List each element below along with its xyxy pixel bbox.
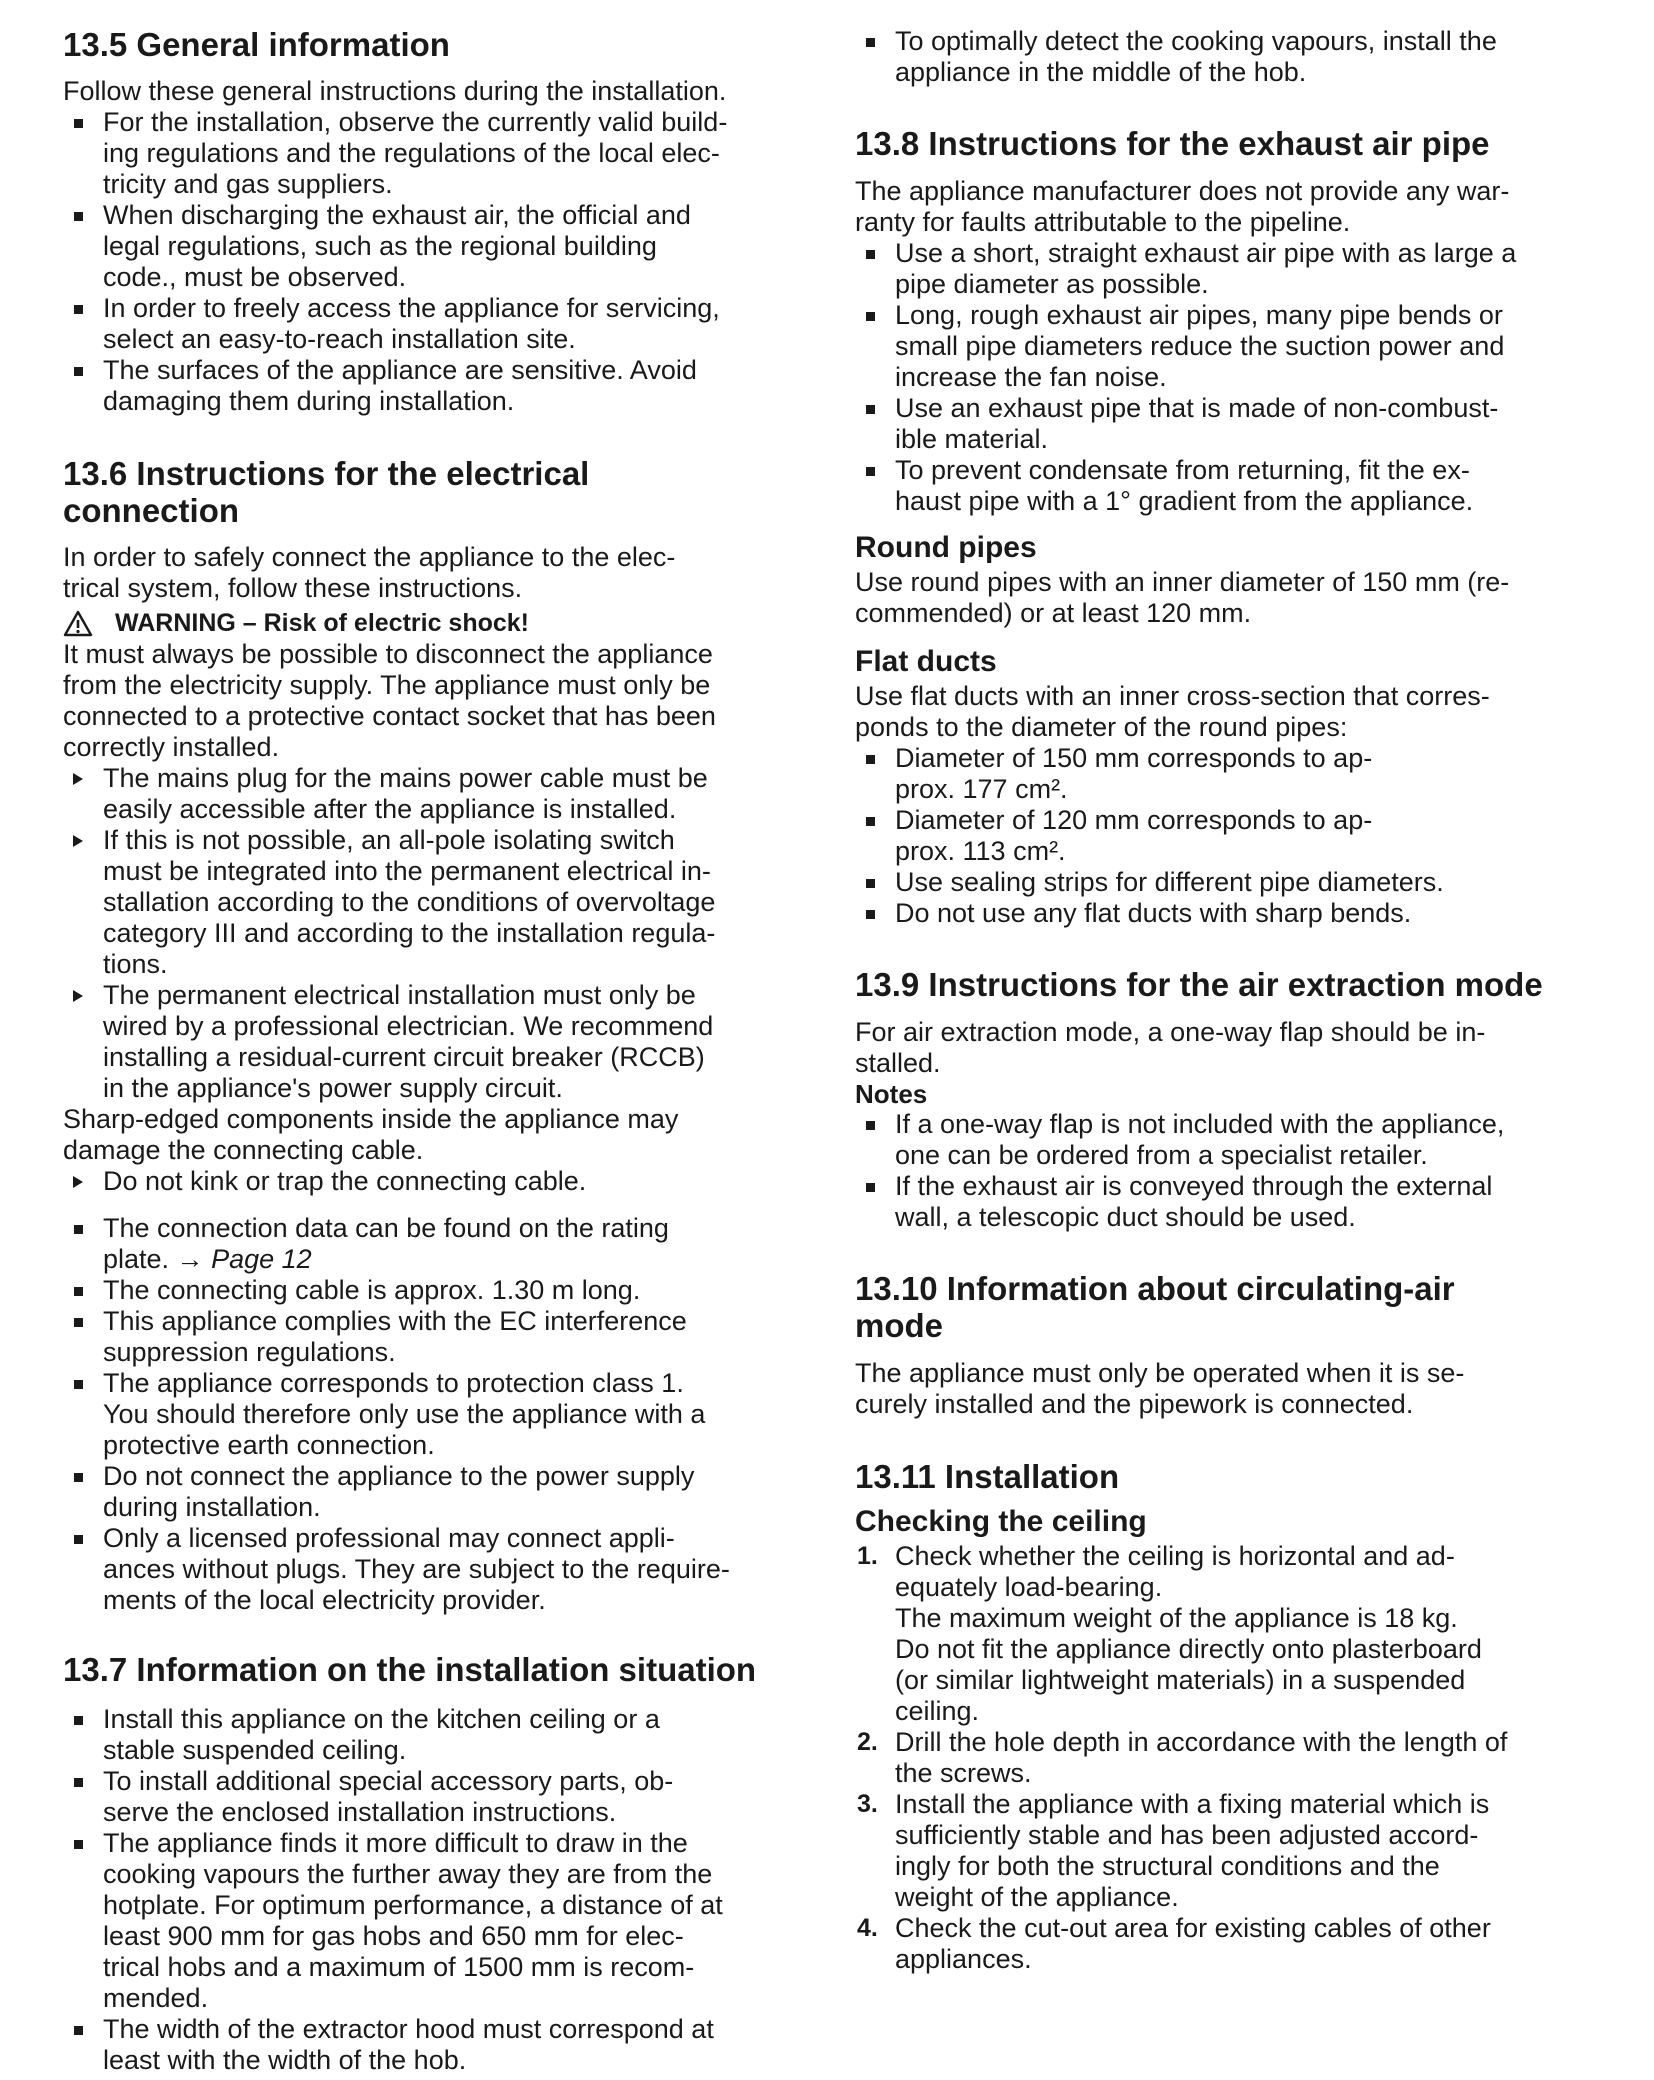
list-item: Diameter of 120 mm corresponds to ap- prox. 113 cm². bbox=[855, 805, 1575, 867]
list-item: The appliance finds it more difficult to draw in the cooking vapours the further away they are from the hotplate. For optimum performance, a distance of at least 900 mm for gas hobs and 650 mm for elec- trical hobs and a maximum of 1500 mm is recom- mended. bbox=[63, 1828, 783, 2014]
list-item: Do not use any flat ducts with sharp bends. bbox=[855, 898, 1575, 929]
section-title: 13.6 Instructions for the electrical connection bbox=[63, 455, 590, 529]
subsection-title-round-pipes: Round pipes bbox=[855, 531, 1037, 564]
instruction-step: Do not kink or trap the connecting cable. bbox=[63, 1166, 783, 1197]
list-item: In order to freely access the appliance for servicing, select an easy-to-reach installation site. bbox=[63, 293, 783, 355]
section-title: 13.9 Instructions for the air extraction mode bbox=[855, 966, 1543, 1003]
list-item: If the exhaust air is conveyed through the external wall, a telescopic duct should be used. bbox=[855, 1171, 1575, 1233]
right-column bbox=[855, 26, 1575, 1975]
section-title: 13.5 General information bbox=[63, 26, 450, 63]
list-item: When discharging the exhaust air, the official and legal regulations, such as the regional building code., must be observed. bbox=[63, 200, 783, 293]
list-item: This appliance complies with the EC interference suppression regulations. bbox=[63, 1306, 783, 1368]
section-13-8 bbox=[855, 125, 1575, 929]
subsection-title-flat-ducts: Flat ducts bbox=[855, 645, 997, 678]
numbered-step: 1. Check whether the ceiling is horizontal and ad- equately load-bearing. The maximum weight of the appliance is 18 kg. Do not fit the appliance directly onto plasterboard (or similar lightweight materials) in a suspended ceiling. bbox=[857, 1541, 1482, 1726]
instruction-step: The permanent electrical installation must only be wired by a professional electrician. We recommend installing a residual-current circuit breaker (RCCB) in the appliance's power supply circuit. bbox=[63, 980, 783, 1104]
list-item: Do not connect the appliance to the power supply during installation. bbox=[63, 1461, 783, 1523]
notes-heading: Notes bbox=[855, 1079, 928, 1109]
section-13-11 bbox=[855, 1458, 1575, 1975]
list-item: The connecting cable is approx. 1.30 m long. bbox=[63, 1275, 783, 1306]
numbered-step: 2. Drill the hole depth in accordance with the length of the screws. bbox=[857, 1727, 1508, 1788]
list-item: To prevent condensate from returning, fit the ex- haust pipe with a 1° gradient from the appliance. bbox=[855, 455, 1575, 517]
flat-ducts-text: Use flat ducts with an inner cross-section that corres- ponds to the diameter of the round pipes: bbox=[855, 681, 1490, 742]
list-item: For the installation, observe the currently valid build- ing regulations and the regulations of the local elec- tricity and gas suppliers. bbox=[63, 107, 783, 200]
list-item: Diameter of 150 mm corresponds to ap- prox. 177 cm². bbox=[855, 743, 1575, 805]
page-reference-link[interactable]: Page 12 bbox=[211, 1244, 312, 1274]
list-item: Only a licensed professional may connect appli- ances without plugs. They are subject to the require- ments of the local electricity provider. bbox=[63, 1523, 783, 1616]
section-13-7 bbox=[63, 1651, 783, 2076]
numbered-step: 3. Install the appliance with a fixing material which is sufficiently stable and has been adjusted accord- ingly for both the structural conditions and the weight of the appliance. bbox=[857, 1789, 1490, 1912]
list-item: The appliance corresponds to protection class 1. You should therefore only use the appliance with a protective earth connection. bbox=[63, 1368, 783, 1461]
section-title: 13.10 Information about circulating-air mode bbox=[855, 1270, 1455, 1344]
section-title: 13.8 Instructions for the exhaust air pipe bbox=[855, 125, 1490, 162]
warning-triangle-icon bbox=[63, 610, 93, 637]
list-item: Use an exhaust pipe that is made of non-combust- ible material. bbox=[855, 393, 1575, 455]
list-item: Use sealing strips for different pipe diameters. bbox=[855, 867, 1575, 898]
list-item: The connection data can be found on the rating plate. → Page 12 bbox=[63, 1213, 783, 1275]
section-13-10 bbox=[855, 1270, 1575, 1420]
intro-text: Follow these general instructions during the installation. bbox=[63, 76, 727, 106]
section-text: The appliance must only be operated when it is se- curely installed and the pipework is connected. bbox=[855, 1358, 1465, 1419]
section-13-5 bbox=[63, 26, 783, 417]
instruction-step: The mains plug for the mains power cable must be easily accessible after the appliance is installed. bbox=[63, 763, 783, 825]
intro-text: For air extraction mode, a one-way flap should be in- stalled. bbox=[855, 1017, 1486, 1078]
intro-text: The appliance manufacturer does not provide any war- ranty for faults attributable to the pipeline. bbox=[855, 176, 1510, 237]
list-item: To install additional special accessory parts, ob- serve the enclosed installation instructions. bbox=[63, 1766, 783, 1828]
list-item: The width of the extractor hood must correspond at least with the width of the hob. bbox=[63, 2014, 783, 2076]
list-item: Install this appliance on the kitchen ceiling or a stable suspended ceiling. bbox=[63, 1704, 783, 1766]
section-13-9 bbox=[855, 966, 1575, 1233]
section-title: 13.11 Installation bbox=[855, 1458, 1120, 1495]
list-item: If a one-way flap is not included with the appliance, one can be ordered from a specialist retailer. bbox=[855, 1109, 1575, 1171]
section-title: 13.7 Information on the installation situation bbox=[63, 1651, 757, 1688]
list-item: The surfaces of the appliance are sensitive. Avoid damaging them during installation. bbox=[63, 355, 783, 417]
intro-text: In order to safely connect the appliance to the elec- trical system, follow these instructions. bbox=[63, 542, 676, 603]
instruction-step: If this is not possible, an all-pole isolating switch must be integrated into the permanent electrical in- stallation according to the conditions of overvoltage category III and according to the installation regula- tions. bbox=[63, 825, 783, 980]
list-item: Long, rough exhaust air pipes, many pipe bends or small pipe diameters reduce the suction power and increase the fan noise. bbox=[855, 300, 1575, 393]
subsection-title-checking-ceiling: Checking the ceiling bbox=[855, 1505, 1147, 1538]
round-pipes-text: Use round pipes with an inner diameter of 150 mm (re- commended) or at least 120 mm. bbox=[855, 567, 1510, 628]
section-13-6 bbox=[63, 455, 783, 1616]
list-item: To optimally detect the cooking vapours, install the appliance in the middle of the hob. bbox=[855, 26, 1575, 88]
list-item: Use a short, straight exhaust air pipe with as large a pipe diameter as possible. bbox=[855, 238, 1575, 300]
left-column bbox=[63, 26, 783, 2076]
numbered-step: 4. Check the cut-out area for existing cables of other appliances. bbox=[857, 1913, 1491, 1974]
warning-text: It must always be possible to disconnect the appliance from the electricity supply. The appliance must only be connected to a protective contact socket that has been correctly installed. bbox=[63, 639, 716, 762]
warning-text: Sharp-edged components inside the appliance may damage the connecting cable. bbox=[63, 1104, 679, 1165]
warning-heading: WARNING – Risk of electric shock! bbox=[63, 608, 783, 639]
